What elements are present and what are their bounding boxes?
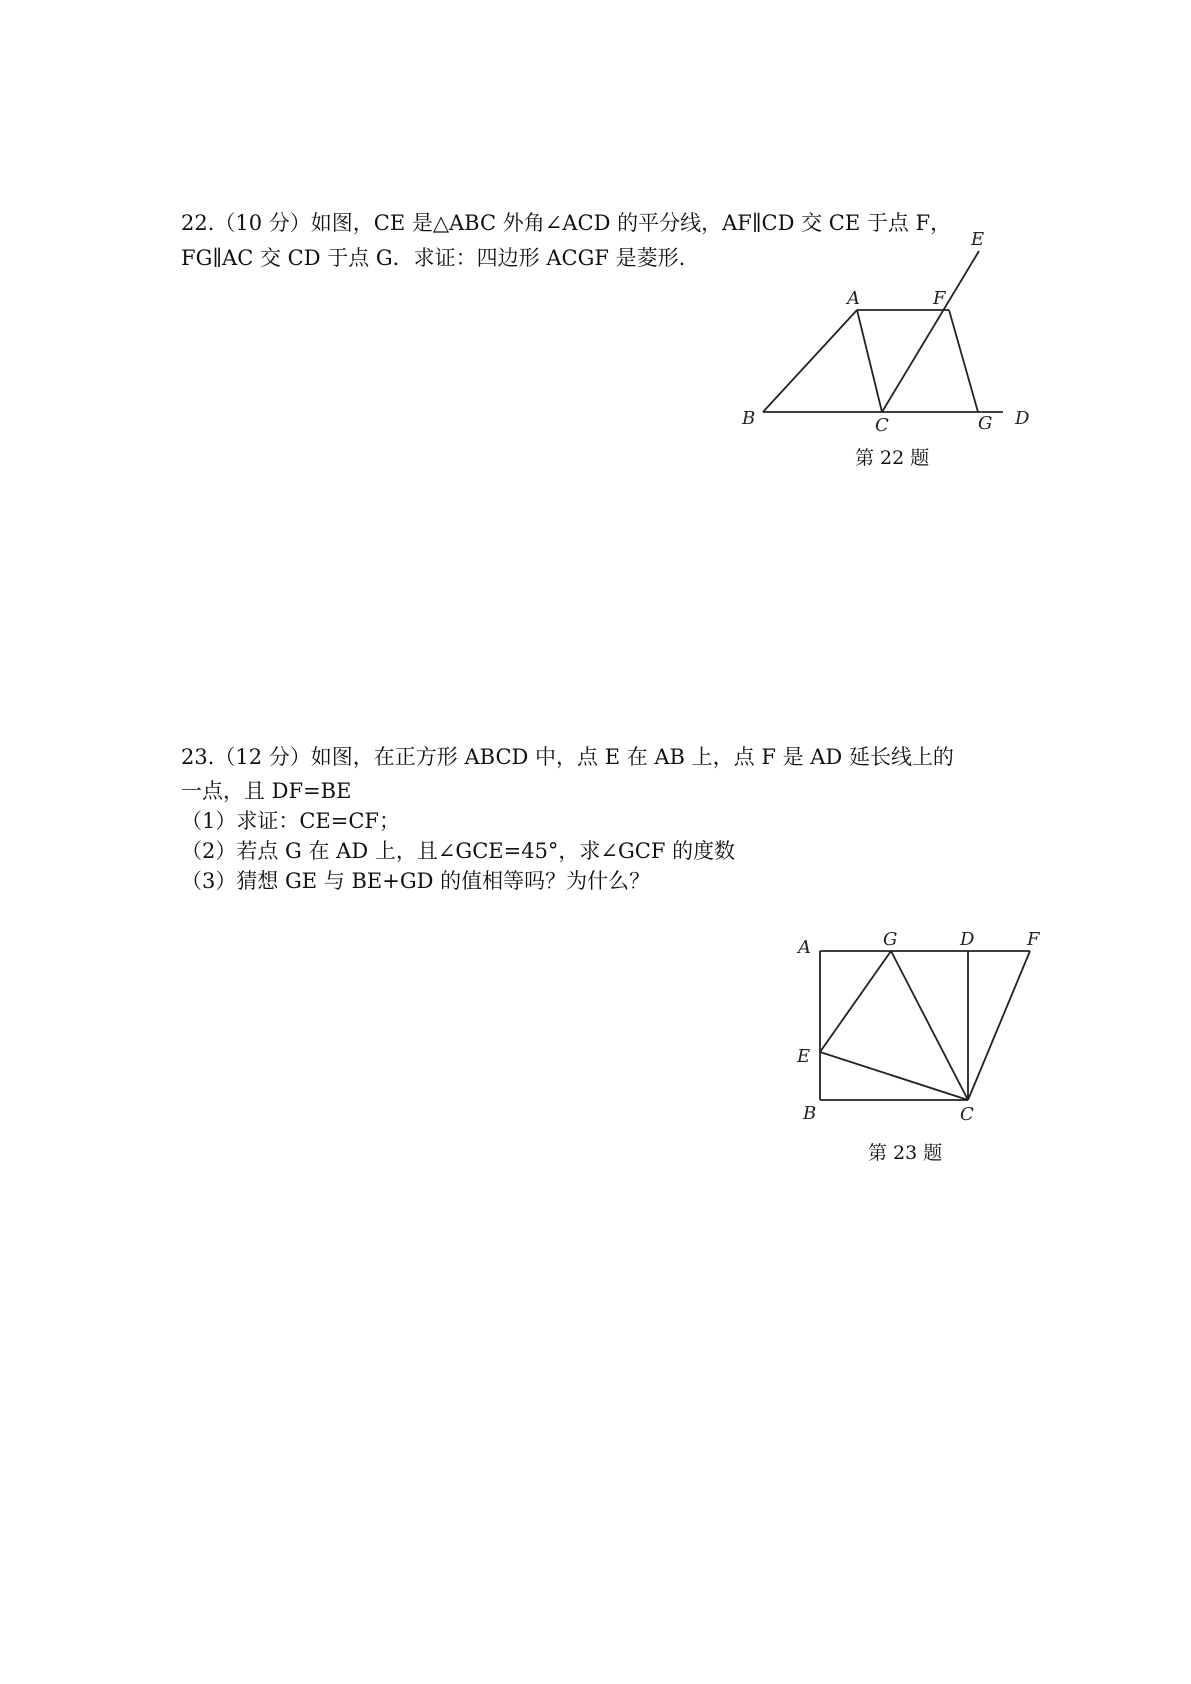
segment-ac [857, 310, 882, 412]
problem-22-line-1: 22.（10 分）如图，CE 是△ABC 外角∠ACD 的平分线，AF∥CD 交 CE 于点 F， [181, 211, 952, 235]
problem-22-line-2: FG∥AC 交 CD 于点 G．求证：四边形 ACGF 是菱形. [181, 246, 686, 270]
problem-23-line-2: 一点，且 DF=BE [181, 779, 352, 803]
label-f: F [1027, 929, 1040, 950]
label-b: B [803, 1103, 817, 1124]
figure-23 [795, 925, 1065, 1125]
label-a: A [798, 937, 811, 958]
segment-ba [763, 310, 857, 412]
problem-23-part-2: （2）若点 G 在 AD 上，且∠GCE=45°，求∠GCF 的度数 [181, 839, 736, 863]
segment-ec [820, 1052, 968, 1100]
segment-gc [891, 951, 968, 1100]
label-c: C [875, 415, 889, 436]
segment-eg [820, 951, 891, 1052]
figure-23-caption: 第 23 题 [868, 1142, 943, 1164]
segment-ce [882, 251, 979, 412]
label-g: G [978, 413, 993, 434]
problem-23-part-1: （1）求证：CE=CF； [181, 809, 400, 833]
figure-22-caption: 第 22 题 [855, 447, 930, 469]
label-f: F [933, 288, 946, 309]
label-e: E [797, 1046, 811, 1067]
label-a: A [847, 288, 860, 309]
label-d: D [960, 929, 975, 950]
label-b: B [742, 408, 756, 429]
label-g: G [883, 929, 898, 950]
figure-22 [735, 225, 1055, 436]
problem-23-part-3: （3）猜想 GE 与 BE+GD 的值相等吗？为什么？ [181, 869, 651, 893]
label-d: D [1015, 408, 1030, 429]
segment-fc [968, 951, 1030, 1100]
segment-fg [949, 310, 978, 412]
label-e: E [971, 229, 985, 250]
label-c: C [960, 1104, 974, 1125]
problem-23-line-1: 23.（12 分）如图，在正方形 ABCD 中，点 E 在 AB 上，点 F 是 AD 延长线上的 [181, 745, 954, 769]
